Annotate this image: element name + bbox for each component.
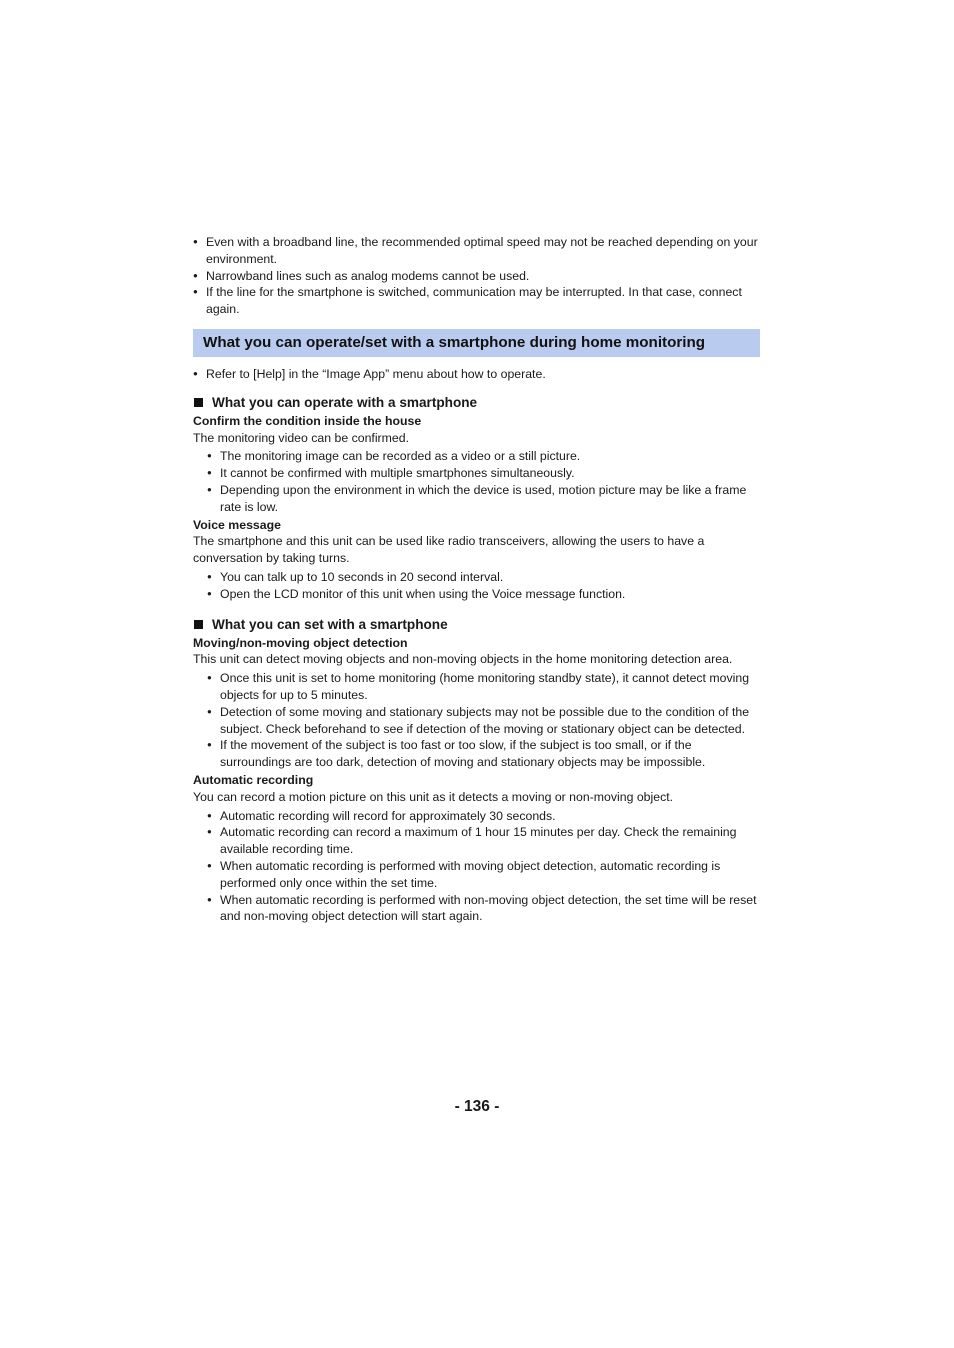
network-notes-list	[193, 234, 760, 318]
list-item: ● Depending upon the environment in which the device is used, motion picture may be like a frame rate is low.	[193, 482, 760, 516]
confirm-condition-list	[193, 448, 760, 515]
list-item: ● Even with a broadband line, the recommended optimal speed may not be reached depending on your environment.	[193, 234, 760, 268]
section-banner-title	[193, 329, 760, 357]
automatic-recording-desc: You can record a motion picture on this unit as it detects a moving or non-moving object.	[193, 789, 674, 804]
set-section-heading	[193, 616, 760, 634]
confirm-condition-title: Confirm the condition inside the house	[193, 413, 422, 428]
list-item: ● If the line for the smartphone is switched, communication may be interrupted. In that case, connect again.	[193, 284, 760, 318]
list-item: ● Once this unit is set to home monitoring (home monitoring standby state), it cannot detect moving objects for up to 5 minutes.	[193, 670, 760, 704]
list-item: ● Detection of some moving and stationary subjects may not be possible due to the condition of the subject. Check beforehand to see if detection of the moving or stationary object can be detected.	[193, 704, 760, 738]
banner-title-text: What you can operate/set with a smartphone during home monitoring	[203, 333, 706, 351]
page-number: - 136 -	[454, 1098, 500, 1115]
intro-note-list	[193, 366, 760, 383]
list-item: ● If the movement of the subject is too fast or too slow, if the subject is too small, or if the surroundings are too dark, detection of moving and stationary objects may be impossible.	[193, 737, 760, 771]
list-item: ● The monitoring image can be recorded as a video or a still picture.	[193, 448, 760, 465]
voice-message-list	[193, 569, 760, 603]
list-item: ● It cannot be confirmed with multiple smartphones simultaneously.	[193, 465, 760, 482]
list-item: ● Narrowband lines such as analog modems cannot be used.	[193, 268, 760, 285]
object-detection-title: Moving/non-moving object detection	[193, 635, 408, 650]
automatic-recording-list	[193, 808, 760, 926]
confirm-condition-desc: The monitoring video can be confirmed.	[193, 430, 409, 445]
manual-page-content	[193, 234, 760, 925]
operate-section-title: What you can operate with a smartphone	[212, 394, 478, 410]
list-item: ● Refer to [Help] in the “Image App” menu about how to operate.	[193, 366, 760, 383]
voice-message-desc: The smartphone and this unit can be used like radio transceivers, allowing the users to have a conversation by taking turns.	[193, 534, 705, 566]
list-item: ● When automatic recording is performed with moving object detection, automatic recording is performed only once within the set time.	[193, 858, 760, 892]
set-section-title: What you can set with a smartphone	[212, 616, 448, 632]
list-item: ● When automatic recording is performed with non-moving object detection, the set time will be reset and non-moving object detection will start again.	[193, 892, 760, 926]
list-item: ● Open the LCD monitor of this unit when using the Voice message function.	[193, 586, 760, 603]
list-item: ● Automatic recording can record a maximum of 1 hour 15 minutes per day. Check the remaining available recording time.	[193, 824, 760, 858]
black-square-icon	[194, 398, 203, 407]
list-item: ● You can talk up to 10 seconds in 20 second interval.	[193, 569, 760, 586]
object-detection-list	[193, 670, 760, 771]
automatic-recording-title: Automatic recording	[193, 772, 314, 787]
black-square-icon	[194, 620, 203, 629]
voice-message-title: Voice message	[193, 517, 281, 532]
operate-section-heading	[193, 394, 760, 412]
list-item: ● Automatic recording will record for approximately 30 seconds.	[193, 808, 760, 825]
object-detection-desc: This unit can detect moving objects and non-moving objects in the home monitoring detection area.	[193, 652, 733, 667]
